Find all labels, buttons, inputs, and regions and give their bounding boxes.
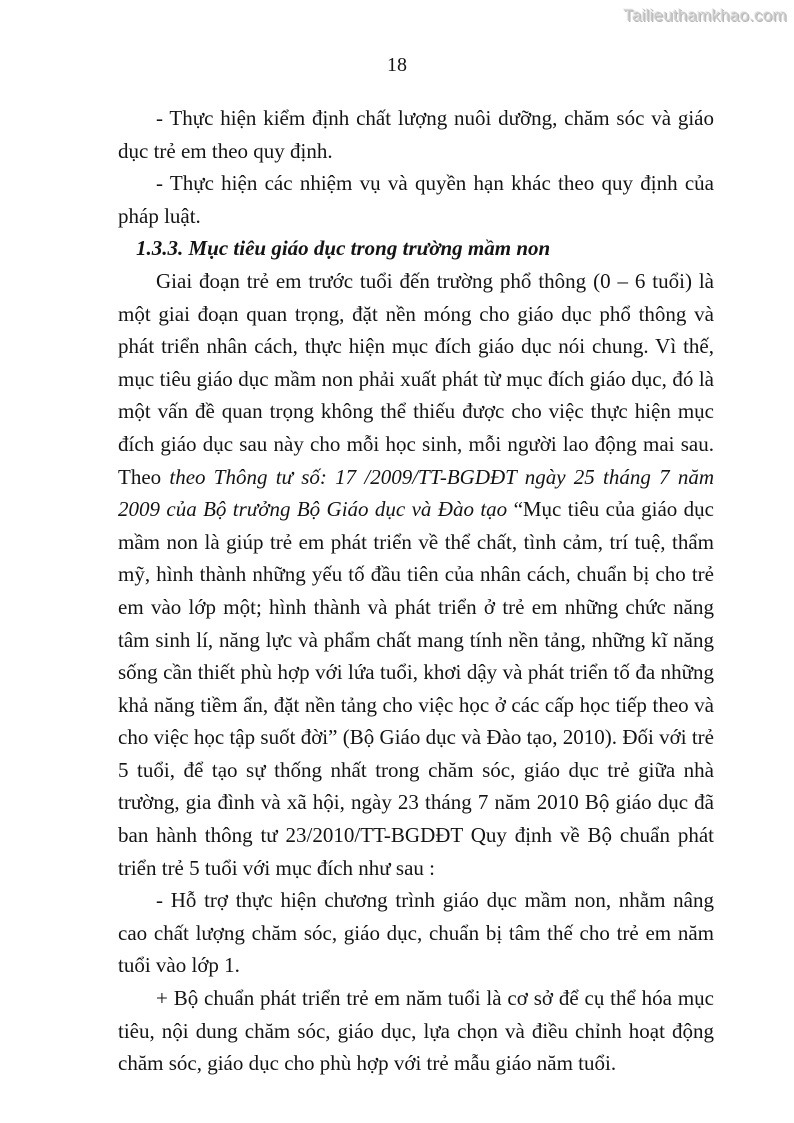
document-body <box>118 102 714 1080</box>
section-heading-1-3-3: 1.3.3. Mục tiêu giáo dục trong trường mầm non <box>136 236 551 261</box>
paragraph-duty-quality-inspection: - Thực hiện kiểm định chất lượng nuôi dưỡng, chăm sóc và giáo dục trẻ em theo quy định. <box>118 106 714 163</box>
paragraph-standards-basis: + Bộ chuẩn phát triển trẻ em năm tuổi là cơ sở để cụ thể hóa mục tiêu, nội dung chăm sóc, giáo dục, lựa chọn và điều chỉnh hoạt động chăm sóc, giáo dục cho phù hợp với trẻ mẫu giáo năm tuổi. <box>118 986 714 1076</box>
watermark: Tailieuthamkhao.com <box>623 6 787 25</box>
paragraph-education-goals-text-1: Giai đoạn trẻ em trước tuổi đến trường phổ thông (0 – 6 tuổi) là một giai đoạn quan trọng, đặt nền móng cho giáo dục phổ thông và phát triển nhân cách, thực hiện mục đích giáo dục nói chung. Vì thế, mục tiêu giáo dục mầm non phải xuất phát từ mục đích giáo dục, đó là một vấn đề quan trọng không thể thiếu được cho việc thực hiện mục đích giáo dục sau này cho mỗi học sinh, mỗi người lao động mai sau. Theo <box>118 268 714 489</box>
paragraph-education-goals <box>118 265 714 884</box>
paragraph-duty-other-tasks: - Thực hiện các nhiệm vụ và quyền hạn khác theo quy định của pháp luật. <box>118 171 714 228</box>
paragraph-education-goals-text-2: “Mục tiêu của giáo dục mầm non là giúp trẻ em phát triển về thể chất, tình cảm, trí tuệ, thẩm mỹ, hình thành những yếu tố đầu tiên của nhân cách, chuẩn bị cho trẻ em vào lớp một; hình thành và phát triển ở trẻ em những chức năng tâm sinh lí, năng lực và phẩm chất mang tính nền tảng, những kĩ năng sống cần thiết phù hợp với lứa tuổi, khơi dậy và phát triển tố đa những khả năng tiềm ẩn, đặt nền tảng cho việc học ở các cấp học tiếp theo và cho việc học tập suốt đời” (Bộ Giáo dục và Đào tạo, 2010). Đối với trẻ 5 tuổi, để tạo sự thống nhất trong chăm sóc, giáo dục trẻ giữa nhà trường, gia đình và xã hội, ngày 23 tháng 7 năm 2010 Bộ giáo dục đã ban hành thông tư 23/2010/TT-BGDĐT Quy định về Bộ chuẩn phát triển trẻ 5 tuổi với mục đích như sau : <box>118 497 714 880</box>
paragraph-education-goals-circular-citation: theo Thông tư số: 17 /2009/TT-BGDĐT ngày 25 tháng 7 năm 2009 của Bộ trưởng Bộ Giáo dục và Đào tạo <box>118 464 714 522</box>
page-number: 18 <box>387 54 407 76</box>
paragraph-support-program: - Hỗ trợ thực hiện chương trình giáo dục mầm non, nhằm nâng cao chất lượng chăm sóc, giáo dục, chuẩn bị tâm thế cho trẻ em năm tuổi vào lớp 1. <box>118 888 714 978</box>
